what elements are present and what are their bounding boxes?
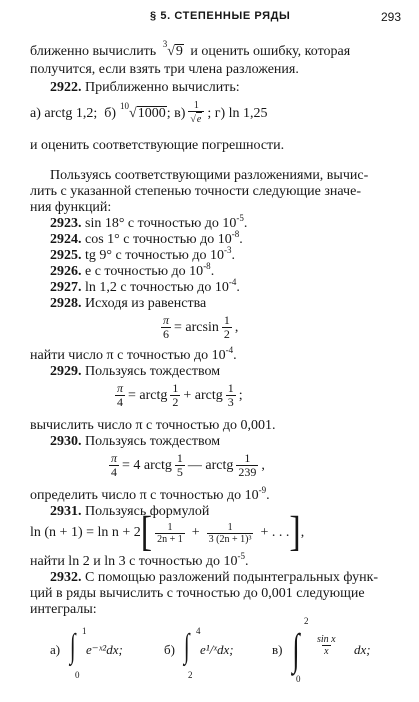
formula-2928: $\frac{\pi}{6}$ = arcsin $\frac{1}{2}$ , [163, 313, 239, 341]
problem-2930: 2930. Пользуясь тождеством [50, 434, 221, 449]
text-line: найти число π с точностью до $10^{-4}$. [30, 345, 237, 363]
problem-2932: 2932. С помощью разложений подынтегральных функ- [50, 570, 379, 585]
cube-root-nine: $^3$√9 [162, 39, 183, 59]
problem-2922-options: а) arctg 1,2; б) $^{10}$√1000 ; в) $\frac{1}{√e}$ ; г) ln 1,25 [30, 100, 268, 125]
problem-2925: 2925. tg 9° с точностью до $10^{-3}$. [50, 245, 235, 263]
problem-2928: 2928. Исходя из равенства [50, 296, 207, 311]
text-line: ближенно вычислить $^3$√9 и оценить ошибку, которая [30, 39, 351, 59]
section-title: § 5. СТЕПЕННЫЕ РЯДЫ [150, 10, 291, 22]
text-line: вычислить число π с точностью до 0,001. [30, 418, 276, 433]
text-line: интегралы: [30, 602, 97, 617]
integral-a: а) ∫ 1 0 e⁻ˣ²dx; [50, 626, 123, 680]
text-line: определить число π с точностью до $10^{-9}$. [30, 485, 270, 503]
text-line: ния функций: [30, 200, 112, 215]
problem-2926: 2926. e с точностью до $10^{-8}$. [50, 261, 215, 279]
formula-2931: ln (n + 1) = ln n + 2 [ $\frac{1}{2n + 1}$ + $\frac{1}{\text{3 (2n + 1)³}}$ + . . . ] , [30, 509, 305, 556]
formula-2930: $\frac{\pi}{4}$ = 4 arctg $\frac{1}{5}$ — arctg $\frac{1}{239}$ , [111, 451, 265, 479]
integral-b: б) ∫ 4 2 e¹/ˣdx; [164, 626, 234, 680]
problem-2927: 2927. ln 1,2 с точностью до $10^{-4}$. [50, 277, 240, 295]
text-line: найти ln 2 и ln 3 с точностью до $10^{-5}$. [30, 551, 249, 569]
text-line: получится, если взять три члена разложения. [30, 62, 299, 77]
problem-2922: 2922. Приближенно вычислить: [50, 80, 240, 95]
text-line: и оценить соответствующие погрешности. [30, 138, 285, 153]
formula-2929: $\frac{\pi}{4}$ = arctg $\frac{1}{2}$ + arctg $\frac{1}{3}$ ; [117, 381, 243, 409]
problem-2923: 2923. sin 18° с точностью до $10^{-5}$. [50, 213, 248, 231]
text-line: ций в ряды вычислить с точностью до 0,001 следующие [30, 586, 365, 601]
text-line: лить с указанной степенью точности следующие значе- [30, 184, 361, 199]
problem-2924: 2924. cos 1° с точностью до $10^{-8}$. [50, 229, 243, 247]
integral-c: в) ∫ 2 0 $\frac{\text{sin x}}{x}$ dx; [272, 616, 371, 684]
page-header [0, 10, 419, 28]
page-number: 293 [380, 10, 401, 24]
text-line: Пользуясь соответствующими разложениями, вычис- [50, 168, 369, 183]
problem-2929: 2929. Пользуясь тождеством [50, 364, 221, 379]
problem-2931: 2931. Пользуясь формулой [50, 504, 210, 519]
